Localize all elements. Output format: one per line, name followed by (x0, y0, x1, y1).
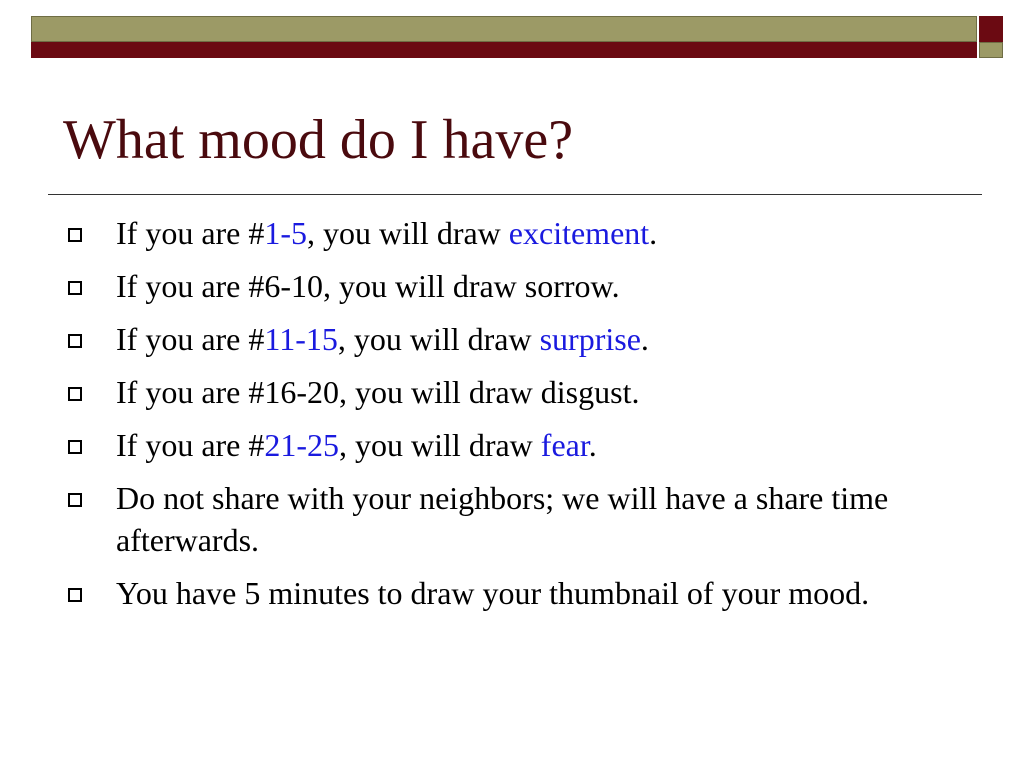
slide-title: What mood do I have? (63, 109, 574, 171)
hollow-square-bullet-icon (68, 440, 82, 454)
mood-highlight: surprise (539, 321, 641, 357)
mood-highlight: fear (540, 427, 589, 463)
bullet-item (68, 265, 968, 307)
bullet-item (68, 477, 968, 561)
corner-olive-block (979, 42, 1003, 58)
bullet-text: If you are # (116, 427, 265, 463)
bullet-text: If you are #16-20, you will draw disgust. (116, 374, 640, 410)
bullet-text: , you will draw (307, 215, 509, 251)
banner-olive-band (31, 16, 977, 42)
bullet-item (68, 212, 968, 254)
title-divider (48, 194, 982, 195)
bullet-text: , you will draw (337, 321, 540, 357)
bullet-item (68, 572, 968, 614)
hollow-square-bullet-icon (68, 228, 82, 242)
bullet-text: Do not share with your neighbors; we will have a share time afterwards. (116, 480, 889, 558)
number-range-highlight: 1-5 (264, 215, 308, 251)
mood-highlight: excitement (508, 215, 650, 251)
corner-maroon-block (979, 16, 1003, 42)
bullet-text: If you are # (116, 215, 265, 251)
bullet-text: , you will draw (339, 427, 541, 463)
bullet-list (68, 212, 968, 625)
hollow-square-bullet-icon (68, 588, 82, 602)
header-banner (31, 16, 977, 58)
hollow-square-bullet-icon (68, 387, 82, 401)
hollow-square-bullet-icon (68, 493, 82, 507)
banner-maroon-band (31, 42, 977, 58)
bullet-text: . (649, 215, 658, 251)
bullet-text: If you are #6-10, you will draw sorrow. (116, 268, 620, 304)
number-range-highlight: 21-25 (264, 427, 340, 463)
bullet-text: . (588, 427, 597, 463)
bullet-text: You have 5 minutes to draw your thumbnail of your mood. (116, 575, 870, 611)
bullet-item (68, 318, 968, 360)
number-range-highlight: 11-15 (264, 321, 338, 357)
hollow-square-bullet-icon (68, 334, 82, 348)
bullet-text: If you are # (116, 321, 265, 357)
hollow-square-bullet-icon (68, 281, 82, 295)
bullet-text: . (640, 321, 649, 357)
bullet-item (68, 424, 968, 466)
bullet-item (68, 371, 968, 413)
